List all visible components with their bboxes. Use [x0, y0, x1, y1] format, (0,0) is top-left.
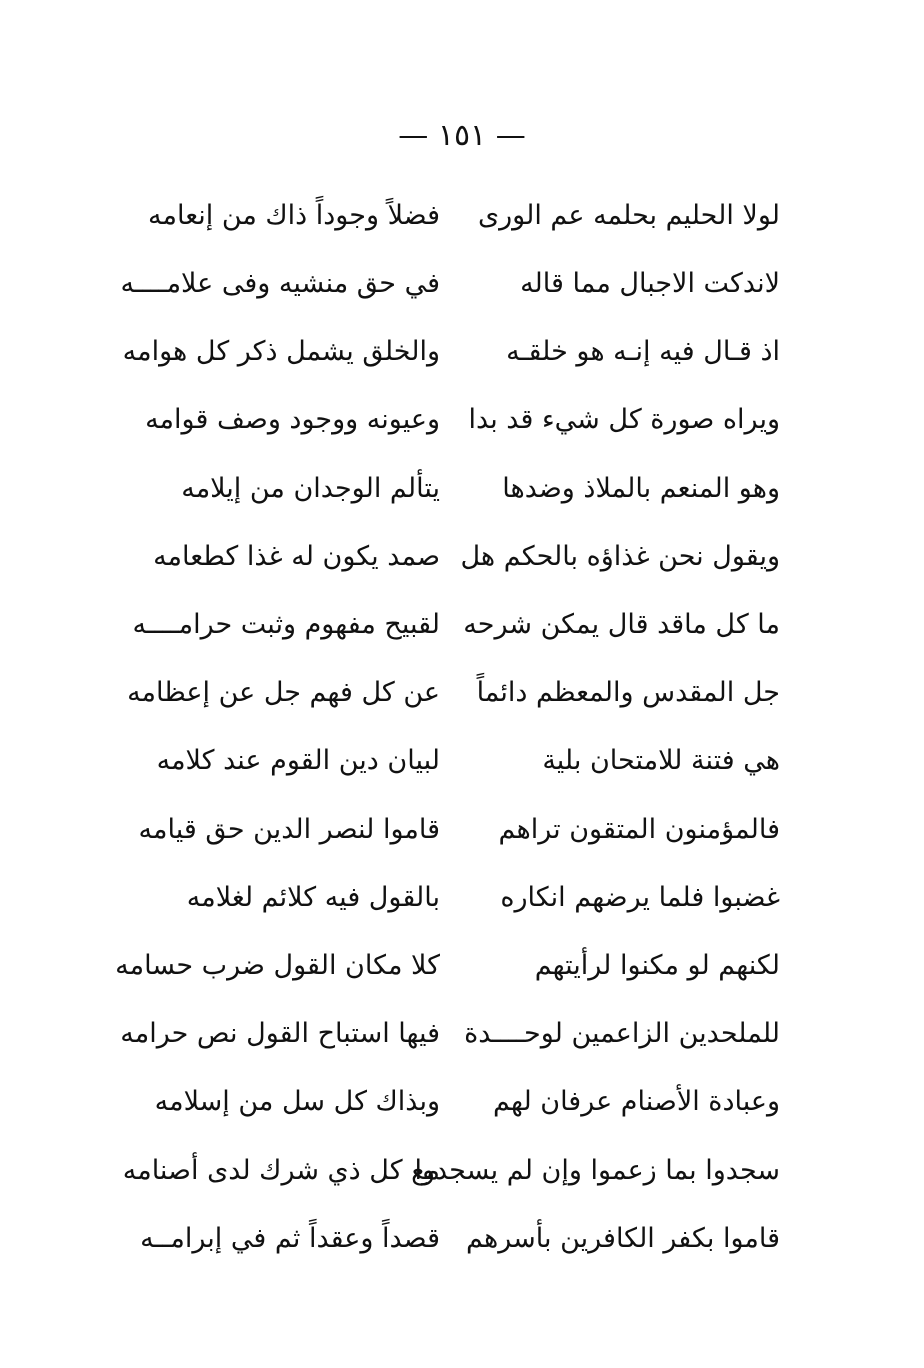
verse — [140, 1205, 780, 1273]
verse-first-hemistich: ويراه صورة كل شيء قد بدا — [468, 404, 780, 436]
verse — [150, 728, 780, 796]
verse — [132, 591, 780, 659]
verse-second-hemistich: قاموا لنصر الدين حق قيامه — [138, 813, 440, 845]
verse — [122, 1137, 780, 1205]
verse — [120, 1000, 780, 1068]
verse-second-hemistich: مع كل ذي شرك لدى أصنامه — [122, 1154, 440, 1186]
verse — [150, 182, 780, 250]
verse-first-hemistich: لولا الحليم بحلمه عم الورى — [477, 199, 780, 231]
verse — [150, 455, 780, 523]
verse-second-hemistich: لبيان دين القوم عند كلامه — [156, 745, 440, 777]
verse-second-hemistich: والخلق يشمل ذكر كل هوامه — [122, 336, 440, 368]
verse-second-hemistich: عن كل فهم جل عن إعظامه — [127, 677, 440, 709]
verse-second-hemistich: وبذاك كل سل من إسلامه — [154, 1086, 440, 1118]
verse-first-hemistich: سجدوا بما زعموا وإن لم يسجدوا — [414, 1154, 780, 1186]
verse — [150, 1068, 780, 1136]
verse-first-hemistich: لكنهم لو مكنوا لرأيتهم — [534, 949, 780, 981]
verse-first-hemistich: فالمؤمنون المتقون تراهم — [498, 813, 780, 845]
verse-first-hemistich: وعبادة الأصنام عرفان لهم — [493, 1086, 780, 1118]
verse-second-hemistich: وعيونه ووجود وصف قوامه — [145, 404, 440, 436]
verse-first-hemistich: غضبوا فلما يرضهم انكاره — [500, 881, 780, 913]
verse-second-hemistich: فيها استباح القول نص حرامه — [120, 1018, 440, 1050]
verse-first-hemistich: جل المقدس والمعظم دائماً — [476, 677, 780, 709]
verse-second-hemistich: يتألم الوجدان من إيلامه — [181, 472, 440, 504]
verse — [120, 250, 780, 318]
verse — [122, 318, 780, 386]
verse-second-hemistich: لقبيح مفهوم وثبت حرامــــه — [132, 609, 440, 641]
verse-first-hemistich: للملحدين الزاعمين لوحــــدة — [464, 1018, 780, 1050]
verse-first-hemistich: ما كل ماقد قال يمكن شرحه — [463, 609, 780, 641]
verse-first-hemistich: ويقول نحن غذاؤه بالحكم هل — [460, 540, 780, 572]
verse-first-hemistich: اذ قـال فيه إنـه هو خلقـه — [506, 336, 780, 368]
verse-first-hemistich: هي فتنة للامتحان بلية — [542, 745, 780, 777]
verse — [145, 387, 780, 455]
verse-second-hemistich: كلا مكان القول ضرب حسامه — [115, 949, 440, 981]
page-number: — ١٥١ — — [398, 118, 526, 153]
verse-first-hemistich: وهو المنعم بالملاذ وضدها — [502, 472, 780, 504]
verse — [138, 796, 780, 864]
verse-second-hemistich: فضلاً وجوداً ذاك من إنعامه — [148, 199, 440, 231]
poem — [115, 182, 780, 1273]
verse-first-hemistich: قاموا بكفر الكافرين بأسرهم — [466, 1222, 780, 1254]
verse-second-hemistich: بالقول فيه كلائم لغلامه — [186, 881, 440, 913]
verse-first-hemistich: لاندكت الاجبال مما قاله — [520, 268, 780, 300]
verse — [150, 864, 780, 932]
verse-second-hemistich: صمد يكون له غذا كطعامه — [153, 540, 440, 572]
verse — [127, 659, 780, 727]
verse — [150, 523, 780, 591]
verse — [115, 932, 780, 1000]
verse-second-hemistich: قصداً وعقداً ثم في إبرامــه — [140, 1222, 440, 1254]
verse-second-hemistich: في حق منشيه وفى علامــــه — [120, 268, 440, 300]
